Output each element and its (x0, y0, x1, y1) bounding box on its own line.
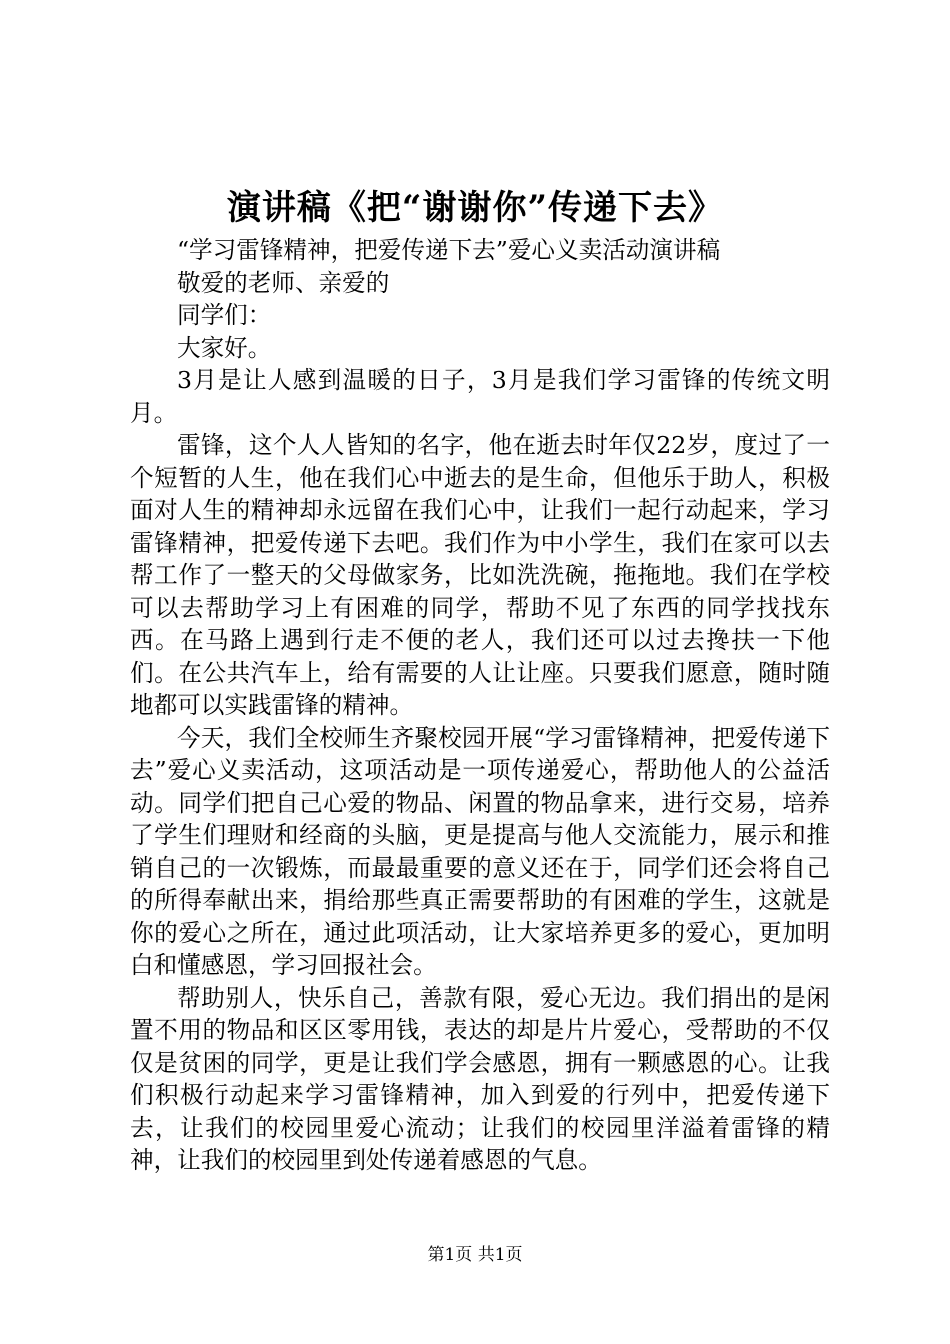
document-title: 演讲稿《把“谢谢你”传递下去》 (226, 188, 724, 228)
salutation-line: 同学们： (177, 301, 272, 329)
greeting-line: 大家好。 (177, 333, 272, 362)
body-paragraph: 今天，我们全校师生齐聚校园开展“学习雷锋精神，把爱传递下去”爱心义卖活动，这项活动是一项传递爱心，帮助他人的公益活动。同学们把自己心爱的物品、闲置的物品拿来，进行交易，培养了学生们理财和经商的头脑，更是提高与他人交流能力，展示和推销自己的一次锻炼，而最最重要的意义还在于，同学们还会将自己的所得奉献出来，捐给那些真正需要帮助的有困难的学生，这就是你的爱心之所在，通过此项活动，让大家培养更多的爱心，更加明白和懂感恩，学习回报社会。 (130, 723, 830, 979)
subtitle-paragraph: “学习雷锋精神，把爱传递下去”爱心义卖活动演讲稿 (177, 236, 721, 264)
salutation-line: 敬爱的老师、亲爱的 (177, 268, 390, 297)
page-number-footer: 第1页 共1页 (427, 1245, 523, 1265)
body-paragraph: 3月是让人感到温暖的日子，3月是我们学习雷锋的传统文明月。 (130, 366, 830, 427)
document-body (130, 234, 830, 1177)
body-paragraph: 帮助别人，快乐自己，善款有限，爱心无边。我们捐出的是闲置不用的物品和区区零用钱，表达的却是片片爱心，受帮助的不仅仅是贫困的同学，更是让我们学会感恩，拥有一颗感恩的心。让我们积极行动起来学习雷锋精神，加入到爱的行列中，把爱传递下去，让我们的校园里爱心流动；让我们的校园里洋溢着雷锋的精神，让我们的校园里到处传递着感恩的气息。 (130, 983, 830, 1174)
body-paragraph: 雷锋，这个人人皆知的名字，他在逝去时年仅22岁，度过了一个短暂的人生，他在我们心中逝去的是生命，但他乐于助人，积极面对人生的精神却永远留在我们心中，让我们一起行动起来，学习雷锋精神，把爱传递下去吧。我们作为中小学生，我们在家可以去帮工作了一整天的父母做家务，比如洗洗碗，拖拖地。我们在学校可以去帮助学习上有困难的同学，帮助不见了东西的同学找找东西。在马路上遇到行走不便的老人，我们还可以过去搀扶一下他们。在公共汽车上，给有需要的人让让座。只要我们愿意，随时随地都可以实践雷锋的精神。 (130, 431, 830, 719)
